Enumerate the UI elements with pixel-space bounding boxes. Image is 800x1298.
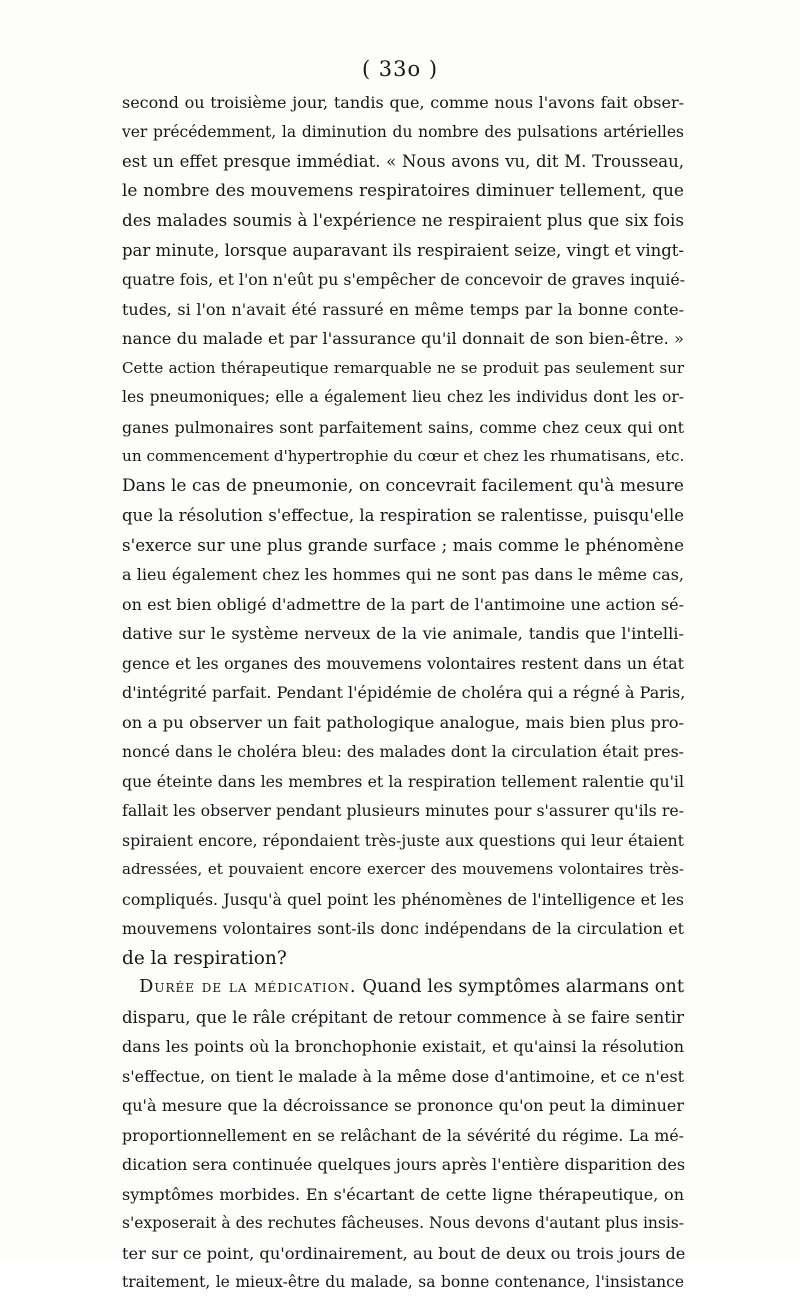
text-line: quatre fois, et l'on n'eût pu s'empêcher de concevoir de graves inquié-: [122, 270, 686, 289]
text-line: Dans le cas de pneumonie, on concevrait facilement qu'à mesure: [122, 475, 684, 496]
text-line: proportionnellement en se relâchant de la sévérité du régime. La mé-: [122, 1125, 684, 1145]
text-line: Cette action thérapeutique remarquable ne se produit pas seulement sur: [122, 358, 684, 377]
text-line: on est bien obligé d'admettre de la part de l'antimoine une action sé-: [122, 594, 684, 614]
text-line: spiraient encore, répondaient très-juste aux questions qui leur étaient: [122, 830, 684, 850]
text-line: traitement, le mieux-être du malade, sa bonne contenance, l'insistance: [122, 1273, 684, 1291]
text-line: nance du malade et par l'assurance qu'il donnait de son bien-être. »: [122, 329, 684, 348]
text-line: s'effectue, on tient le malade à la même dose d'antimoine, et ce n'est: [122, 1066, 684, 1086]
text-line: on a pu observer un fait pathologique analogue, mais bien plus pro-: [122, 712, 684, 732]
text-line: second ou troisième jour, tandis que, comme nous l'avons fait obser-: [122, 93, 684, 112]
text-line: adressées, et pouvaient encore exercer des mouvemens volontaires très-: [122, 860, 684, 878]
text-line: que la résolution s'effectue, la respiration se ralentisse, puisqu'elle: [122, 506, 684, 525]
text-line: qu'à mesure que la décroissance se prononce qu'on peut la diminuer: [122, 1096, 684, 1115]
text-line: Quand les symptômes alarmans ont: [362, 977, 684, 997]
text-line: dication sera continuée quelques jours après l'entière disparition des: [122, 1155, 686, 1174]
text-line: a lieu également chez les hommes qui ne sont pas dans le même cas,: [122, 565, 684, 584]
text-line: d'intégrité parfait. Pendant l'épidémie de choléra qui a régné à Paris,: [122, 683, 686, 702]
text-line: noncé dans le choléra bleu: des malades dont la circulation était pres-: [122, 742, 684, 761]
page-number: ( 33o ): [361, 57, 439, 81]
text-line: dans les points où la bronchophonie existait, et qu'ainsi la résolution: [122, 1037, 684, 1056]
body-text: [122, 88, 684, 1298]
section-heading: Durée de la médication.: [139, 977, 357, 997]
text-line: ter sur ce point, qu'ordinairement, au bout de deux ou trois jours de: [122, 1243, 686, 1263]
text-line: gence et les organes des mouvemens volontaires restent dans un état: [122, 653, 684, 673]
text-line: ver précédemment, la diminution du nombre des pulsations artérielles: [122, 122, 684, 141]
text-line: le nombre des mouvemens respiratoires diminuer tellement, que: [122, 180, 684, 201]
text-line: disparu, que le râle crépitant de retour commence à se faire sentir: [122, 1007, 684, 1027]
text-line: fallait les observer pendant plusieurs minutes pour s'assurer qu'ils re-: [122, 801, 684, 820]
text-line: que éteinte dans les membres et la respiration tellement ralentie qu'il: [122, 771, 684, 791]
text-line: de la respiration?: [122, 947, 287, 969]
text-line: tudes, si l'on n'avait été rassuré en même temps par la bonne conte-: [122, 299, 684, 319]
text-line: s'exposerait à des rechutes fâcheuses. Nous devons d'autant plus insis-: [122, 1214, 684, 1232]
text-line: s'exerce sur une plus grande surface ; mais comme le phénomène: [122, 534, 684, 555]
text-line: des malades soumis à l'expérience ne respiraient plus que six fois: [122, 210, 684, 230]
section-heading-line: [122, 973, 684, 1003]
text-line: est un effet presque immédiat. « Nous avons vu, dit M. Trousseau,: [122, 152, 684, 171]
text-line: ganes pulmonaires sont parfaitement sains, comme chez ceux qui ont: [122, 417, 684, 437]
text-line: par minute, lorsque auparavant ils respiraient seize, vingt et vingt-: [122, 240, 684, 260]
text-line: dative sur le système nerveux de la vie animale, tandis que l'intelli-: [122, 624, 684, 643]
text-line: symptômes morbides. En s'écartant de cette ligne thérapeutique, on: [122, 1184, 684, 1204]
text-line: un commencement d'hypertrophie du cœur et chez les rhumatisans, etc.: [122, 447, 685, 465]
text-line: mouvemens volontaires sont-ils donc indépendans de la circulation et: [122, 919, 684, 938]
text-line: les pneumoniques; elle a également lieu chez les individus dont les or-: [122, 388, 684, 406]
text-line: compliqués. Jusqu'à quel point les phénomènes de l'intelligence et les: [122, 889, 684, 909]
